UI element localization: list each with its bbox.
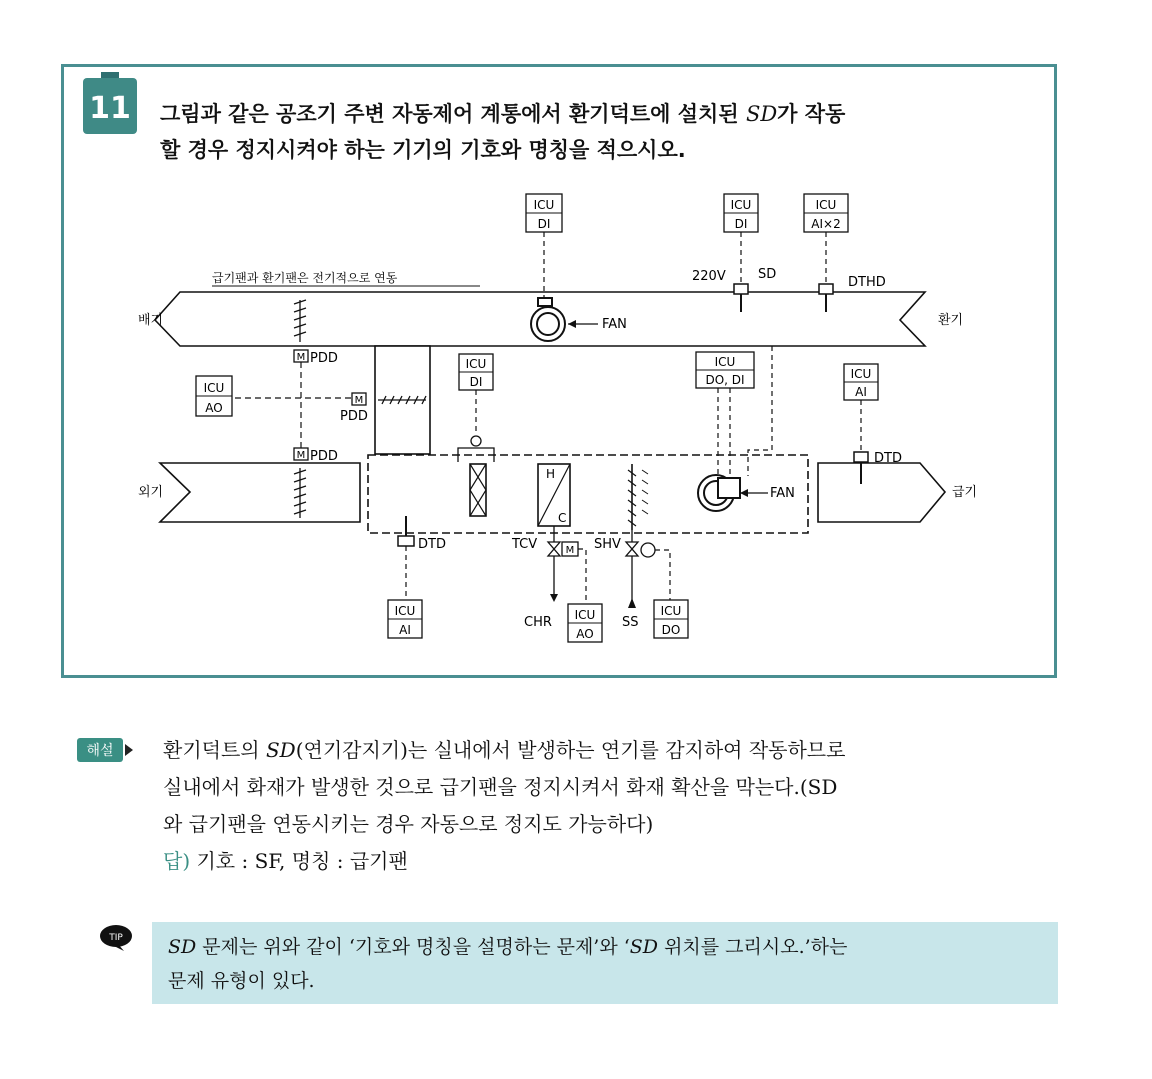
explanation-text: 환기덕트의 SD(연기감지기)는 실내에서 발생하는 연기를 감지하여 작동하므로 실내에서 화재가 발생한 것으로 급기팬을 정지시켜서 화재 확산을 막는다.(SD 와 급기팬을 연동시키는 경우 자동으로 정지도 가능하다) 답) 기호 : SF, 명칭 : 급기팬: [163, 732, 1063, 880]
svg-text:DO: DO: [661, 623, 681, 637]
ahu-control-diagram: [120, 180, 978, 650]
icu-do-shv: [654, 600, 688, 638]
voltage-label: 220V: [692, 269, 726, 284]
question-line1b: 가 작동: [777, 102, 846, 126]
return-fan-label: FAN: [602, 317, 627, 332]
svg-text:ICU: ICU: [533, 198, 555, 212]
dtd-supply-label: DTD: [874, 451, 902, 466]
svg-text:ICU: ICU: [815, 198, 837, 212]
tcv-motor: M: [565, 545, 575, 556]
svg-text:ICU: ICU: [850, 367, 872, 381]
icu-di-return-fan: [526, 194, 562, 232]
svg-text:DI: DI: [734, 217, 748, 231]
svg-text:해설: 해설: [86, 743, 114, 759]
svg-text:AO: AO: [205, 401, 223, 415]
icu-ao-tcv: [568, 604, 602, 642]
icu-di-filter: [459, 354, 493, 390]
supply-fan-label: FAN: [770, 486, 795, 501]
coil-heat-label: H: [546, 467, 556, 481]
svg-text:DI: DI: [469, 375, 483, 389]
icu-ai-supply-dtd: [844, 364, 878, 400]
return-air-label: 환기: [938, 313, 964, 328]
pdd-motor-bottom: M: [296, 450, 306, 461]
svg-text:ICU: ICU: [574, 608, 596, 622]
dthd-label: DTHD: [848, 275, 886, 290]
ss-label: SS: [622, 615, 639, 630]
interlock-note: 급기팬과 환기팬은 전기적으로 연동: [212, 271, 398, 285]
svg-text:AO: AO: [576, 627, 594, 641]
pdd-label-top: PDD: [310, 351, 338, 366]
icu-do-di-supply-fan: [696, 352, 754, 388]
explanation-badge: [77, 738, 133, 762]
svg-text:ICU: ICU: [714, 355, 736, 369]
pdd-label-bottom: PDD: [310, 449, 338, 464]
shv-label: SHV: [594, 537, 621, 552]
svg-text:AI×2: AI×2: [811, 217, 841, 231]
pdd-motor-top: M: [296, 352, 306, 363]
coil-cool-label: C: [558, 511, 567, 525]
svg-text:DI: DI: [537, 217, 551, 231]
question-line2: 할 경우 정지시켜야 하는 기기의 기호와 명칭을 적으시오.: [160, 138, 686, 162]
question-sd: SD: [745, 102, 778, 126]
question-line1a: 그림과 같은 공조기 주변 자동제어 계통에서 환기덕트에 설치된: [160, 102, 746, 126]
icu-di-sd: [724, 194, 758, 232]
question-number: 11: [89, 91, 131, 126]
icu-aix2-dthd: [804, 194, 848, 232]
svg-text:ICU: ICU: [394, 604, 416, 618]
question-text: [160, 96, 1040, 168]
pdd-motor-mid: M: [354, 395, 364, 406]
chr-label: CHR: [524, 615, 552, 630]
svg-text:ICU: ICU: [660, 604, 682, 618]
svg-text:ICU: ICU: [465, 357, 487, 371]
icu-ao-left: [196, 376, 232, 416]
outdoor-label: 외기: [138, 485, 164, 500]
svg-text:TIP: TIP: [109, 933, 123, 943]
svg-text:AI: AI: [855, 385, 867, 399]
pdd-label-mid: PDD: [340, 409, 368, 424]
question-number-badge: [83, 72, 137, 136]
icu-ai-outdoor: [388, 600, 422, 638]
supply-label: 급기: [952, 485, 978, 500]
answer-line: 답) 기호 : SF, 명칭 : 급기팬: [163, 849, 408, 873]
svg-text:AI: AI: [399, 623, 411, 637]
sd-label: SD: [758, 267, 777, 282]
tcv-label: TCV: [512, 537, 538, 552]
exhaust-label: 배기: [138, 313, 164, 328]
tip-icon: [96, 924, 136, 952]
svg-text:ICU: ICU: [203, 381, 225, 395]
svg-text:ICU: ICU: [730, 198, 752, 212]
dtd-outdoor-label: DTD: [418, 537, 446, 552]
svg-text:DO, DI: DO, DI: [705, 373, 745, 387]
tip-text: SD 문제는 위와 같이 ‘기호와 명칭을 설명하는 문제’와 ‘SD 위치를 그리시오.’하는 문제 유형이 있다.: [168, 936, 848, 992]
